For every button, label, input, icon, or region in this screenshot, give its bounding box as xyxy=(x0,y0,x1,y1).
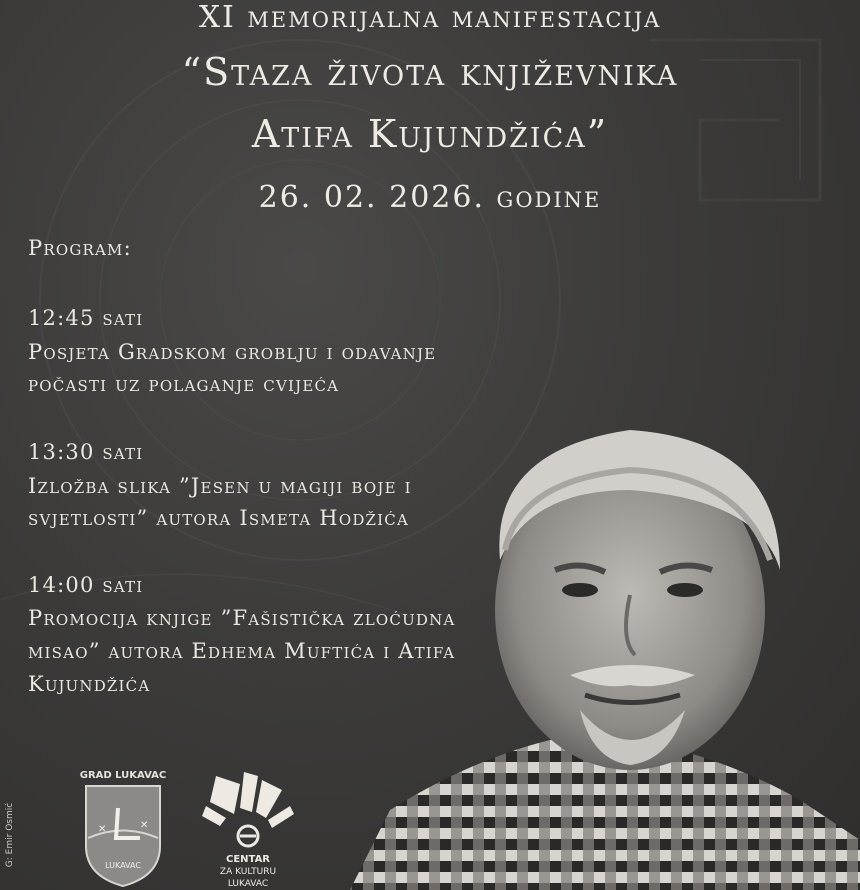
program-desc-3-line-1: Promocija knjige ”Fašistička zloćudna xyxy=(28,606,456,630)
program-desc-2-line-1: Izložba slika ”Jesen u magiji boje i xyxy=(28,474,412,498)
title-line-1: XI memorijalna manifestacija xyxy=(198,0,662,35)
grad-lukavac-label: GRAD LUKAVAC xyxy=(79,770,167,781)
title-line-3: Atifa Kujundžića” xyxy=(251,112,609,156)
program-desc-2-line-2: svjetlosti” autora Ismeta Hodžića xyxy=(28,506,409,530)
program-time-2: 13:30 sati xyxy=(28,440,144,464)
centar-line-3: LUKAVAC xyxy=(227,879,269,889)
author-portrait-image xyxy=(330,410,860,890)
grad-lukavac-banner: LUKAVAC xyxy=(105,861,141,870)
photo-credit: G: Emir Osmić xyxy=(5,802,16,868)
program-desc-1-line-1: Posjeta Gradskom groblju i odavanje xyxy=(28,340,437,364)
program-desc-3-line-3: Kujundžića xyxy=(28,672,151,696)
title-line-2: “Staza života književnika xyxy=(181,50,679,94)
program-time-3: 14:00 sati xyxy=(28,573,144,597)
program-desc-1-line-2: počasti uz polaganje cvijeća xyxy=(28,372,340,396)
event-date: 26. 02. 2026. godine xyxy=(258,180,602,215)
program-time-1: 12:45 sati xyxy=(28,306,144,330)
svg-text:✕: ✕ xyxy=(98,824,107,835)
program-heading: Program: xyxy=(28,236,132,260)
centar-line-1: CENTAR xyxy=(225,854,271,865)
centar-line-2: ZA KULTURU xyxy=(219,867,277,877)
svg-text:✕: ✕ xyxy=(140,820,149,831)
centar-za-kulturu-logo xyxy=(196,766,300,890)
grad-lukavac-logo xyxy=(78,768,168,890)
program-desc-3-line-2: misao” autora Edhema Muftića i Atifa xyxy=(28,639,456,663)
